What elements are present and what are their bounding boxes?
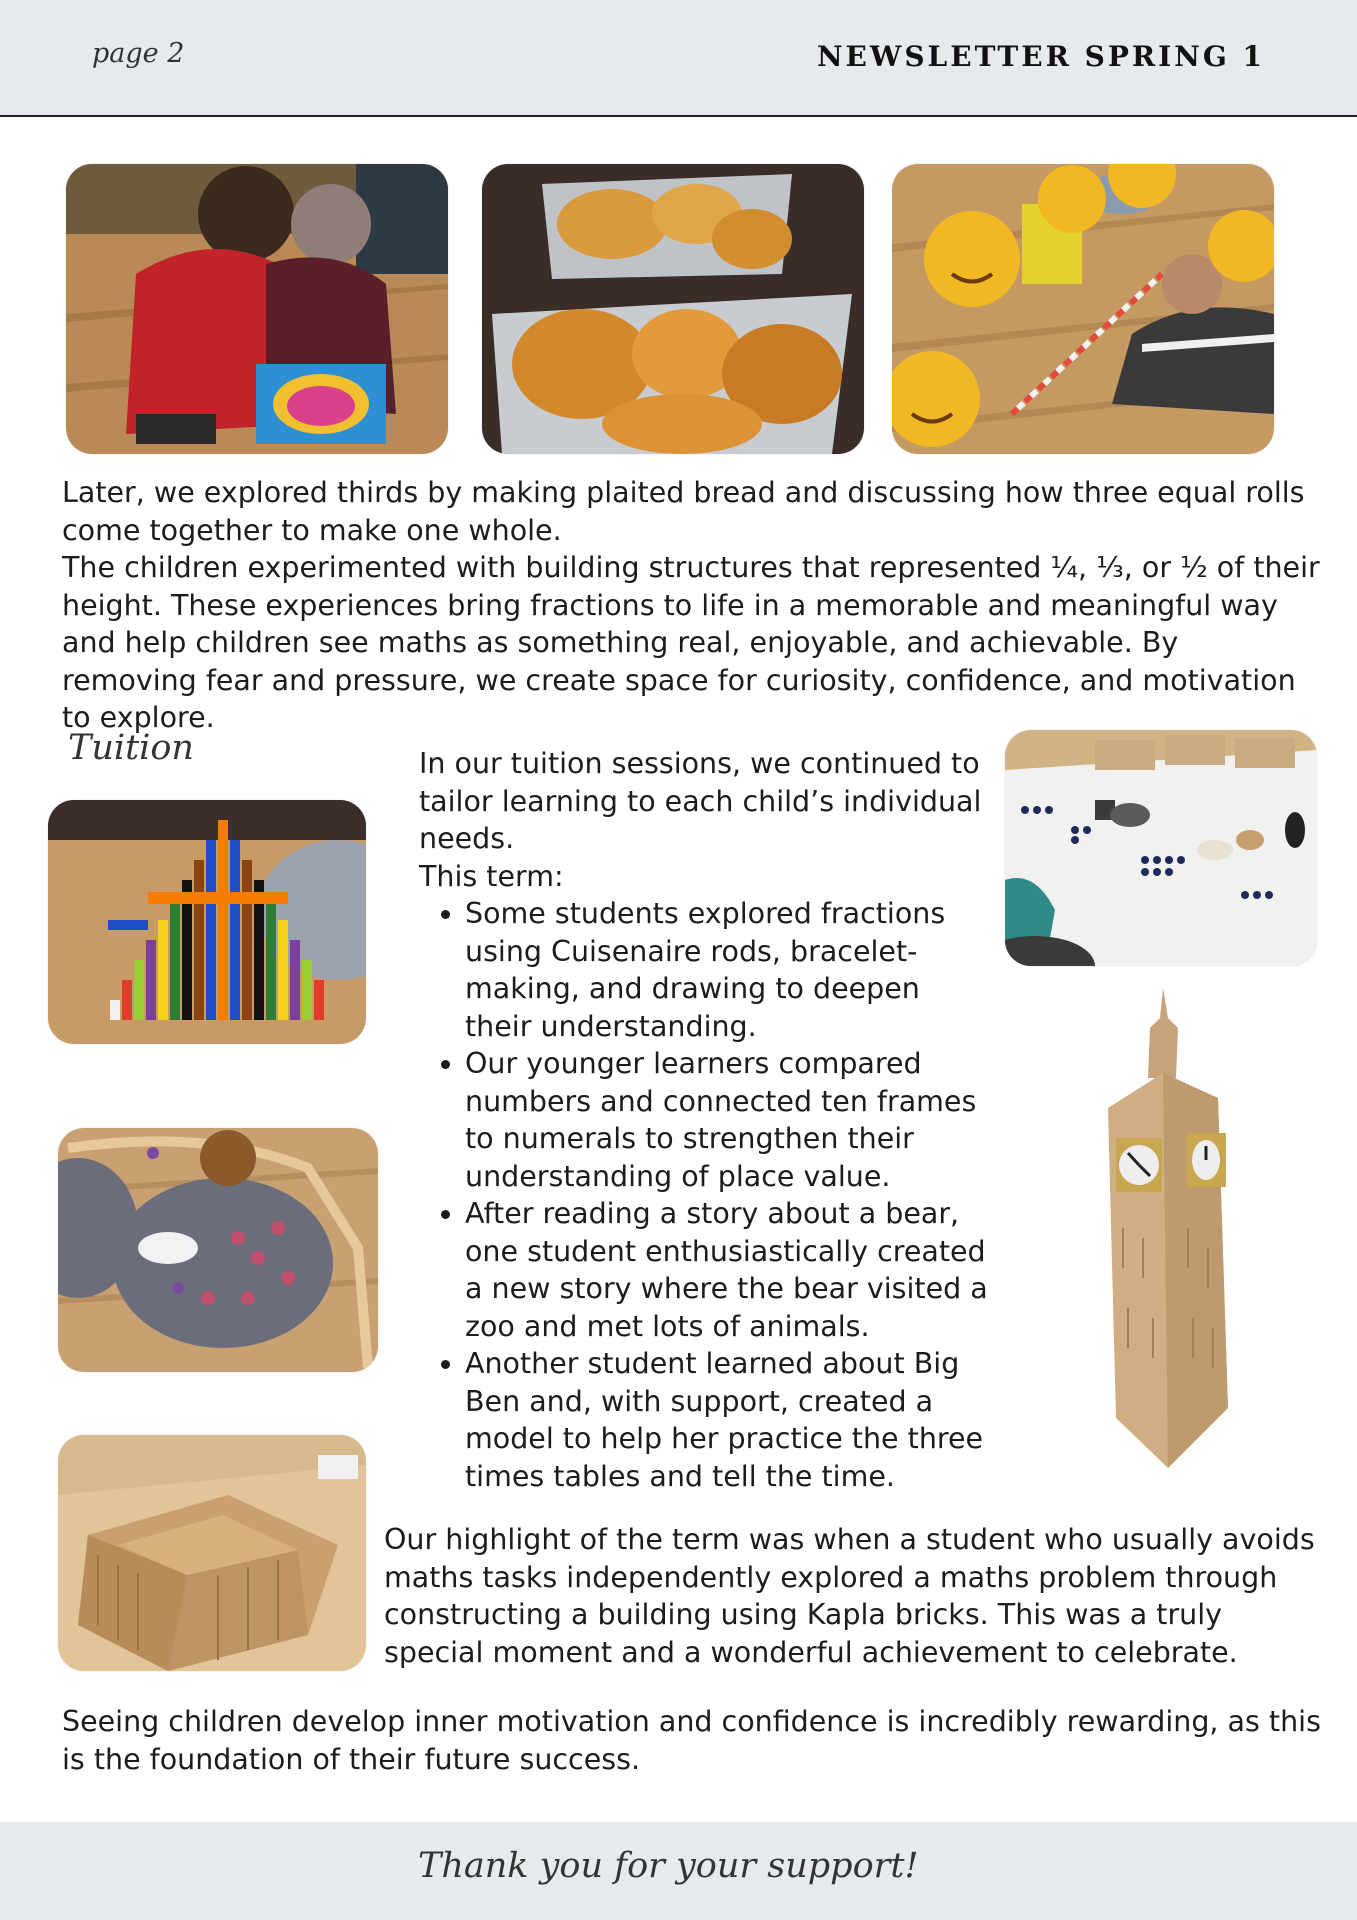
photo-bear-rug [58,1128,378,1372]
tuition-text [419,745,989,1495]
tuition-heading: Tuition [68,728,194,768]
list-item: • Our younger learners compared numbers and connected ten frames to numerals to strengthen their understanding of place value. [465,1045,989,1195]
tuition-lead: In our tuition sessions, we continued to tailor learning to each child’s individual needs. [419,747,982,855]
page-footer [0,1822,1357,1920]
list-item: • After reading a story about a bear, one student enthusiastically created a new story where the bear visited a zoo and met lots of animals. [465,1195,989,1345]
page-number: page 2 [92,38,185,69]
tuition-bullet-list [419,895,989,1495]
photo-bread-rolls [482,164,864,454]
newsletter-title: NEWSLETTER SPRING 1 [816,40,1265,73]
photo-ten-frames-animals [1005,730,1317,966]
intro-paragraph-thirds: Later, we explored thirds by making plaited bread and discussing how three equal rolls come together to make one whole. [62,476,1305,547]
photo-board-game [66,164,448,454]
closing-text: Seeing children develop inner motivation and confidence is incredibly rewarding, as this is the foundation of their future success. [62,1705,1321,1776]
photo-measuring-stick [892,164,1274,454]
list-item: • Another student learned about Big Ben and, with support, created a model to help her practice the three times tables and tell the time. [465,1345,989,1495]
highlight-text: Our highlight of the term was when a student who usually avoids maths tasks independently explored a maths problem through constructing a building using Kapla bricks. This was a truly special moment and a wonderful achievement to celebrate. [384,1523,1315,1669]
page-header [0,0,1357,117]
intro-text [62,474,1322,737]
photo-cuisenaire-rods [48,800,366,1044]
photo-kapla-building [58,1435,366,1671]
list-item: • Some students explored fractions using Cuisenaire rods, bracelet-making, and drawing to deepen their understanding. [465,895,989,1045]
tuition-term-label: This term: [419,859,564,893]
thank-you-message: Thank you for your support! [418,1846,919,1886]
photo-big-ben-model [1068,988,1250,1478]
intro-paragraph-structures: The children experimented with building structures that represented ¼, ⅓, or ½ of their height. These experiences bring fractions to life in a memorable and meaningful way and help children see maths as something real, enjoyable, and achievable. By removing fear and pressure, we create space for curiosity, confidence, and motivation to explore. [62,551,1320,734]
